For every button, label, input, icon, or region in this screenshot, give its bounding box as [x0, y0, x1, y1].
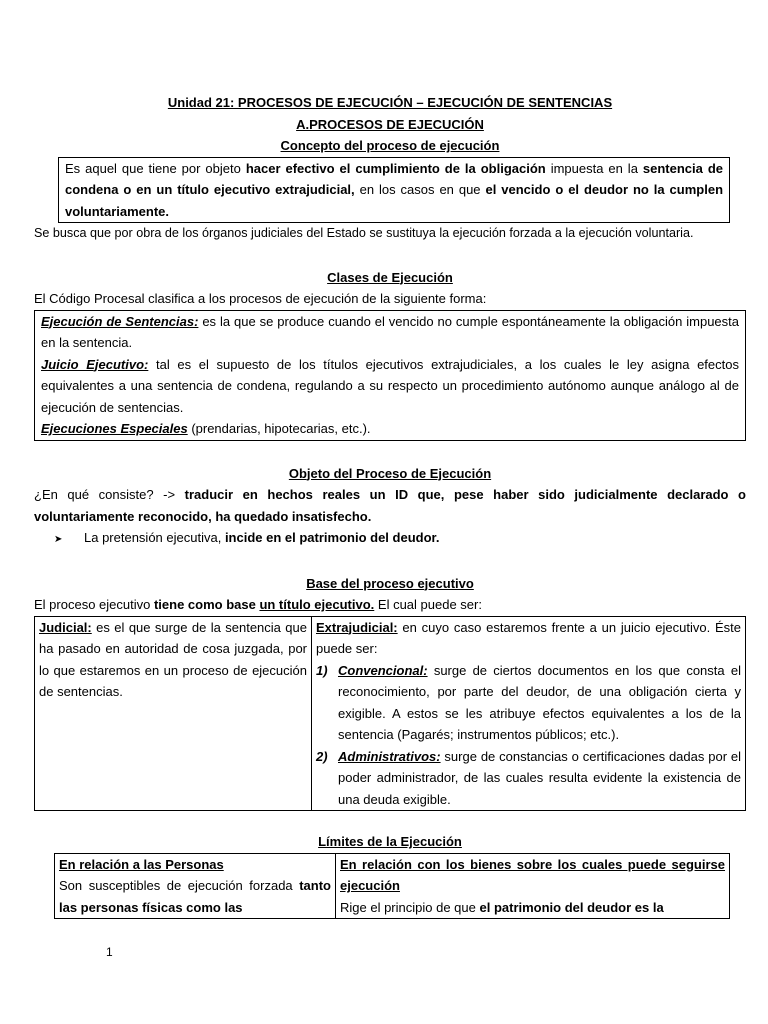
- clases-box: [34, 310, 746, 441]
- judicial-cell: [35, 616, 312, 811]
- clase-item-text: tal es el supuesto de los títulos ejecutivos extrajudiciales, a los cuales le ley asigna efectos equivalentes a una sentencia de condena, regulando a su respecto un procedimiento autónomo aunque análogo al de ejecución de sentencias.: [41, 356, 739, 415]
- base-intro-text: El proceso ejecutivo: [34, 597, 154, 612]
- extrajudicial-cell: [312, 616, 746, 811]
- limites-bienes-head: En relación con los bienes sobre los cuales puede seguirse ejecución: [340, 856, 725, 893]
- base-intro-text-2: El cual puede ser:: [374, 597, 482, 612]
- arrow-bullet-icon: ➤: [54, 534, 63, 545]
- clase-item: [41, 354, 739, 419]
- concept-heading: Concepto del proceso de ejecución: [280, 138, 500, 153]
- extra-sub-text: surge de ciertos documentos en los que consta el reconocimiento, por parte del deudor, de una obligación cierta y exigible. A estos se les atribuye efectos equivalentes a los de la sentencia (Pagarés; instrumentos públicos; etc.).: [338, 662, 741, 742]
- objeto-heading: Objeto del Proceso de Ejecución: [288, 465, 492, 481]
- clase-item-text: es la que se produce cuando el vencido no cumple espontáneamente la obligación impuesta en la sentencia.: [41, 313, 740, 350]
- extra-sub-label: Convencional:: [338, 662, 428, 678]
- base-intro: [34, 594, 746, 616]
- limites-personas-cell: [55, 853, 336, 919]
- objeto-answer: traducir en hechos reales un ID que, pese haber sido judicialmente declarado o voluntariamente reconocido, ha quedado insatisfecho.: [34, 487, 747, 524]
- concept-bold-2: sentencia de condena o en un título ejecutivo extrajudicial,: [65, 160, 723, 197]
- document-page: [34, 92, 746, 919]
- clase-item-label: Ejecuciones Especiales: [41, 421, 188, 436]
- objeto-paragraph: [34, 484, 746, 527]
- clase-item-label: Juicio Ejecutivo:: [41, 356, 149, 372]
- limites-personas-bold: tanto las personas físicas como las: [59, 878, 331, 915]
- concept-text-3: en los casos en que: [354, 182, 486, 197]
- extra-sub-label: Administrativos:: [338, 748, 441, 764]
- concept-box: [58, 157, 730, 224]
- limites-personas-text: Son susceptibles de ejecución forzada: [59, 878, 300, 893]
- extra-sub-item: [316, 660, 741, 746]
- extra-sub-item: [316, 746, 741, 811]
- clases-heading: Clases de Ejecución: [327, 269, 453, 285]
- judicial-text: es el que surge de la sentencia que ha pasado en autoridad de cosa juzgada, por lo que estaremos en un proceso de ejecución de sentencias.: [39, 619, 307, 699]
- limites-bienes-bold: el patrimonio del deudor es la: [479, 899, 664, 915]
- concept-text-2: impuesta en la: [545, 160, 643, 176]
- limites-bienes-cell: [336, 853, 730, 919]
- judicial-label: Judicial:: [39, 619, 92, 635]
- extra-sub-num: 2): [316, 748, 328, 764]
- extrajudicial-text: en cuyo caso estaremos frente a un juicio ejecutivo. Éste puede ser:: [316, 619, 741, 656]
- limites-heading: Límites de la Ejecución: [318, 834, 462, 849]
- objeto-bullet-bold: incide en el patrimonio del deudor.: [224, 530, 440, 545]
- clase-item: [41, 418, 739, 440]
- clase-item-label: Ejecución de Sentencias:: [41, 313, 199, 329]
- concept-text-1: Es aquel que tiene por objeto: [65, 160, 246, 176]
- limites-bienes-text: Rige el principio de que: [340, 899, 480, 915]
- unit-title: Unidad 21: PROCESOS DE EJECUCIÓN – EJECUCIÓN DE SENTENCIAS: [167, 95, 613, 110]
- clase-item-text: (prendarias, hipotecarias, etc.).: [187, 421, 371, 436]
- extrajudicial-label: Extrajudicial:: [316, 619, 398, 635]
- section-title: A.PROCESOS DE EJECUCIÓN: [296, 116, 484, 132]
- objeto-bullet: [34, 527, 746, 551]
- objeto-bullet-text: La pretensión ejecutiva,: [84, 530, 225, 545]
- clases-intro: El Código Procesal clasifica a los procesos de ejecución de la siguiente forma:: [34, 291, 487, 306]
- limites-personas-head: En relación a las Personas: [59, 856, 224, 872]
- limites-table: [54, 853, 730, 920]
- base-intro-underline: un título ejecutivo.: [259, 597, 375, 612]
- extra-sub-num: 1): [316, 662, 328, 678]
- base-intro-bold: tiene como base: [153, 597, 260, 612]
- extra-sub-text: surge de constancias o certificaciones dadas por el poder administrador, de las cuales resulta evidente la existencia de una deuda exigible.: [338, 748, 741, 807]
- base-heading: Base del proceso ejecutivo: [306, 575, 474, 591]
- page-number: 1: [106, 945, 113, 959]
- clase-item: [41, 311, 739, 354]
- objeto-question: ¿En qué consiste? ->: [34, 487, 185, 502]
- concept-bold-3: el vencido o el deudor no la cumplen voluntariamente.: [65, 182, 724, 219]
- base-table: [34, 616, 746, 812]
- concept-bold-1: hacer efectivo el cumplimiento de la obligación: [245, 160, 546, 176]
- concept-after-text: Se busca que por obra de los órganos judiciales del Estado se sustituya la ejecución forzada a la ejecución voluntaria.: [34, 226, 694, 240]
